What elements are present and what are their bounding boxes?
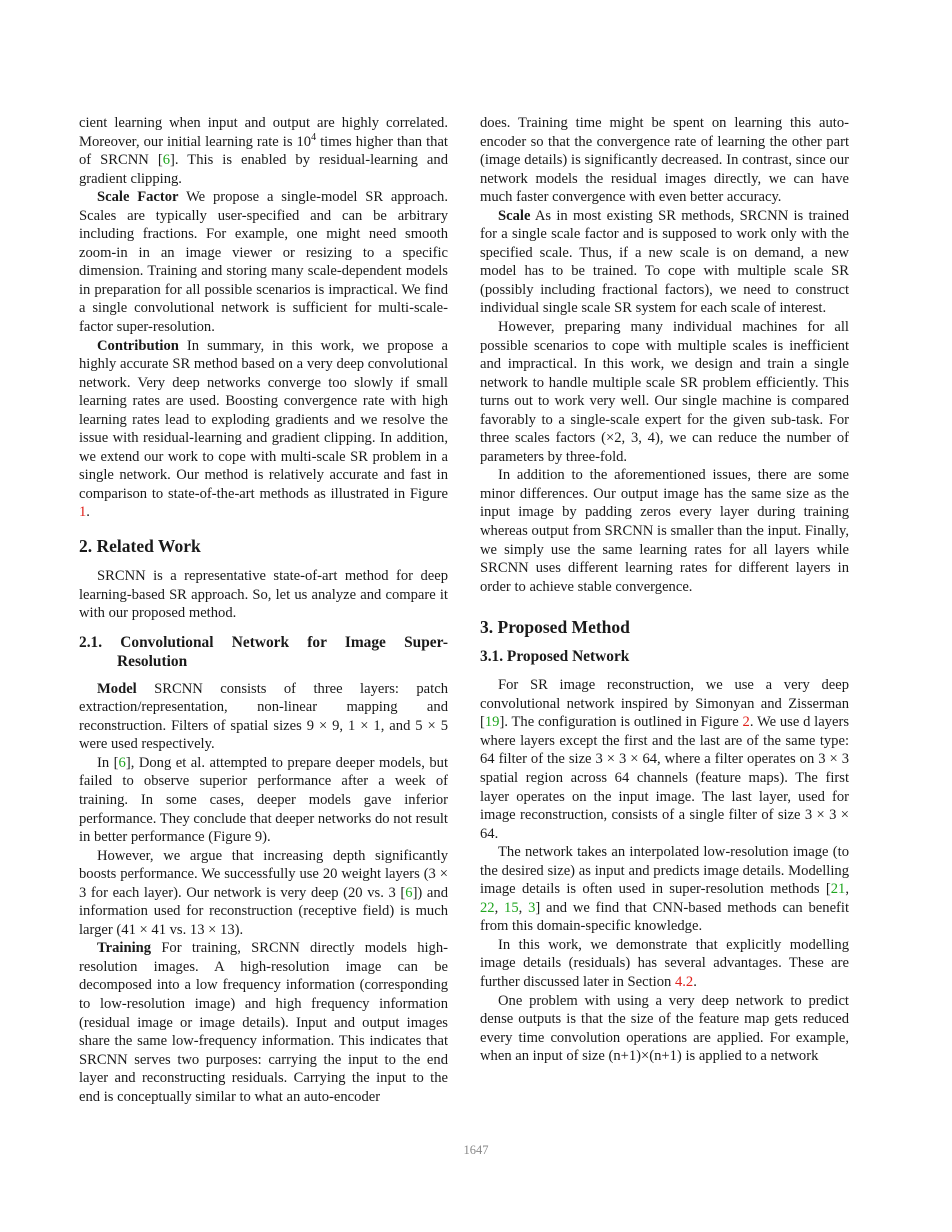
section-title: 2. Related Work — [79, 536, 201, 557]
paragraph-contribution: Contribution In summary, in this work, we propose a highly accurate SR method based on a very deep convolutional network. Very deep networks converge too slowly if small learning rates are used. Boosting convergence rate with high learning rates lead to exploding gradients and we resolve the issue with residual-learning and gradient clipping. In addition, we extend our work to cope with multi-scale SR problem in a single network. Our method is relatively accurate and fast in comparison to state-of-the-art methods as illustrated in Figure 1. — [79, 337, 448, 521]
paragraph-depth: However, we argue that increasing depth significantly boosts performance. We successfully use 20 weight layers (3 × 3 for each layer). Our network is very deep (20 vs. 3 [6]) and information used for reconstruction (receptive field) is much larger (41 × 41 vs. 13 × 13). — [79, 847, 448, 938]
paragraph-scale: Scale As in most existing SR methods, SRCNN is trained for a single scale factor and is supposed to work only with the specified scale. Thus, if a new scale is on demand, a new model has to be trained. To cope with multiple scale SR (possibly including fractional factors), we need to construct individual single scale SR system for each scale of interest. — [480, 207, 849, 317]
paragraph-training: Training For training, SRCNN directly models high-resolution images. A high-resolution image can be decomposed into a low frequency information (corresponding to low-resolution image) and high frequency information (residual image or image details). Input and output images share the same low-frequency information. This indicates that SRCNN serves two purposes: carrying the input to the end layer and reconstructing residuals. Carrying the input to the end is conceptually similar to what an auto-encoder — [79, 940, 448, 1105]
paragraph-scale-factor: Scale Factor We propose a single-model SR approach. Scales are typically user-specified and can be arbitrary including fractions. For example, one might need smooth zoom-in in an image viewer or resizing to a specific dimension. Training and storing many scale-dependent models in preparation for all possible scenarios is impractical. We find a single convolutional network is sufficient for multi-scale-factor super-resolution. — [79, 189, 448, 336]
run-in-heading: Model — [97, 680, 137, 697]
paragraph-feature-map: One problem with using a very deep network to predict dense outputs is that the size of the feature map gets reduced every time convolution operations are applied. For example, when an input of size (n+1)×(n+1) is applied to a network — [480, 992, 849, 1065]
paragraph-autoencoder-cont: does. Training time might be spent on learning this auto-encoder so that the convergence rate of learning the other part (image details) is significantly decreased. In contrast, since our network models the residual images directly, we can have much faster convergence with even better accuracy. — [480, 115, 849, 206]
citation-link[interactable]: 15 — [504, 899, 519, 916]
citation-link[interactable]: 3 — [528, 899, 536, 916]
figure-reference-link[interactable]: 2 — [742, 714, 750, 731]
run-in-heading: Training — [97, 940, 152, 957]
paragraph-related-work: SRCNN is a representative state-of-art method for deep learning-based SR approach. So, let us analyze and compare it with our proposed method. — [79, 568, 448, 622]
run-in-heading: Scale — [498, 207, 531, 224]
citation-link[interactable]: 21 — [830, 881, 846, 898]
right-column — [480, 114, 849, 1066]
subsection-title: 2.1. Convolutional Network for Image Super- Resolution — [79, 633, 448, 670]
citation-link[interactable]: 6 — [162, 152, 171, 169]
citation-link[interactable]: 6 — [405, 884, 413, 901]
paragraph-network-design: For SR image reconstruction, we use a very deep convolutional network inspired by Simonyan and Zisserman [19]. The configuration is outlined in Figure 2. We use d layers where layers except the first and the last are of the same type: 64 filter of the size 3 × 3 × 64, where a filter operates on 3 × 3 spatial region across 64 channels (feature maps). The first layer operates on the input image. The last layer, used for image reconstruction, consists of a single filter of size 3 × 3 × 64. — [480, 677, 849, 842]
subsection-title: 3.1. Proposed Network — [480, 648, 630, 666]
section-reference-link[interactable]: 4.2 — [674, 973, 694, 990]
citation-link[interactable]: 22 — [480, 899, 495, 916]
page-number: 1647 — [463, 1143, 489, 1157]
paragraph-residual-advantages: In this work, we demonstrate that explicitly modelling image details (residuals) has several advantages. These are further discussed later in Section 4.2. — [480, 936, 849, 990]
run-in-heading: Contribution — [97, 337, 179, 354]
paragraph-dong: In [6], Dong et al. attempted to prepare deeper models, but failed to observe superior performance after a week of training. In some cases, deeper models gave inferior performance. They conclude that deeper networks do not result in better performance (Figure 9). — [79, 754, 448, 846]
citation-link[interactable]: 6 — [118, 754, 126, 771]
citation-link[interactable]: 19 — [484, 714, 500, 731]
paragraph-differences: In addition to the aforementioned issues, there are some minor differences. Our output image has the same size as the input image by padding zeros every layer during training whereas output from SRCNN is smaller than the input. Finally, we simply use the same learning rates for all layers while SRCNN uses different learning rates for different layers in order to achieve stable convergence. — [480, 467, 849, 595]
run-in-heading: Scale Factor — [97, 189, 179, 206]
left-column — [79, 114, 448, 1106]
figure-reference-link[interactable]: 1 — [79, 504, 87, 521]
paragraph-multiple-scales: However, preparing many individual machines for all possible scenarios to cope with multiple scales is inefficient and impractical. In this work, we design and train a single network to handle multiple scale SR problem efficiently. This turns out to work very well. Our single machine is compared favorably to a single-scale expert for the given sub-task. For three scales factors (×2, 3, 4), we can reduce the number of parameters by three-fold. — [480, 319, 849, 465]
paragraph-intro-cont: cient learning when input and output are highly correlated. Moreover, our initial learning rate is $10^4$ times higher than that of SRCNN [6]. This is enabled by residual-learning and gradient clipping. — [79, 115, 448, 187]
paragraph-model: Model SRCNN consists of three layers: patch extraction/representation, non-linear mapping and reconstruction. Filters of spatial sizes 9 × 9, 1 × 1, and 5 × 5 were used respectively. — [79, 680, 448, 753]
paragraph-image-details: The network takes an interpolated low-resolution image (to the desired size) as input and predicts image details. Modelling image details is often used in super-resolution methods [21, 22, 15, 3] and we find that CNN-based methods can benefit from this domain-specific knowledge. — [480, 844, 850, 935]
section-title: 3. Proposed Method — [480, 617, 630, 638]
